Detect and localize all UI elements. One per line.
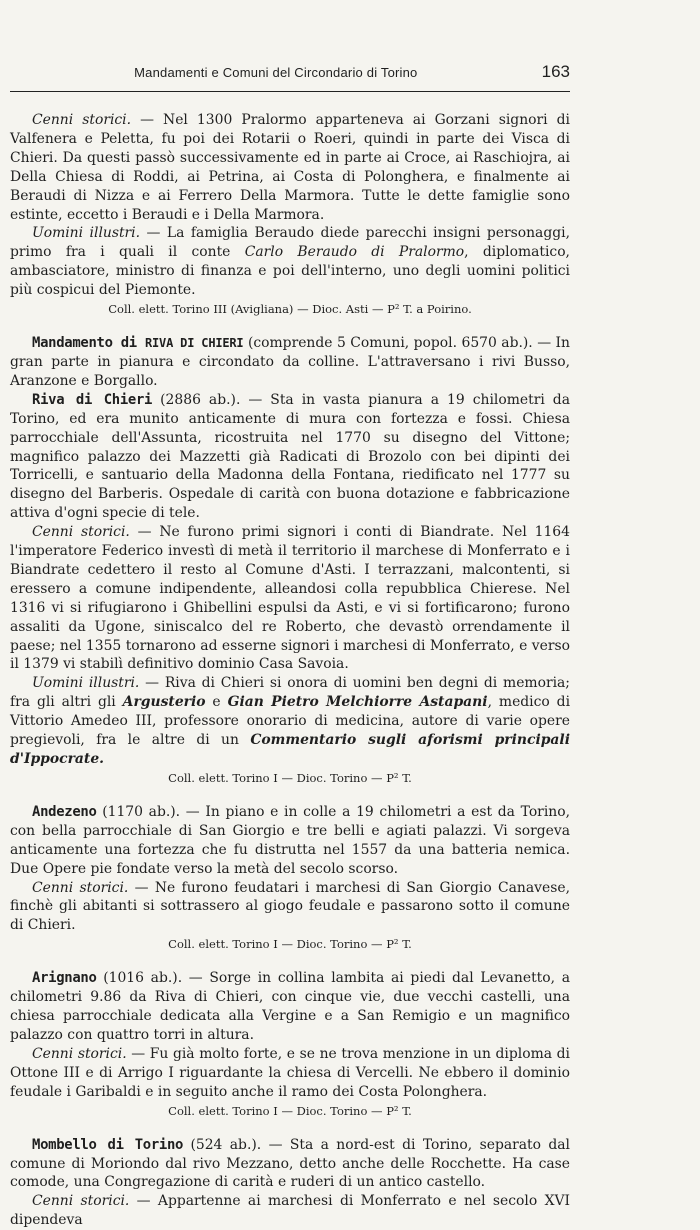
paragraph-text: (1016 ab.). — Sorge in collina lambita ai piedi dal Levanetto, a chilometri 9.86 da Riva di Chieri, con cinque vie, due vecchi castelli, una chiesa parrocchiale dedicata alla Vergine e a San Remigio e un magnifico palazzo con quattro torri in altura. — [10, 970, 570, 1043]
riva-notables — [10, 674, 570, 769]
paragraph-pralormo-history — [10, 111, 570, 224]
paragraph-text: , diplomatico, ambasciatore, ministro di finanza e poi dell'interno, uno degli uomini politici più cospicui del Piemonte. — [10, 244, 570, 299]
mombello-history — [10, 1192, 570, 1230]
section-label: Uomini illustri. — [32, 225, 141, 242]
commune-name: Andezeno — [32, 803, 97, 820]
person-name: Carlo Beraudo di Pralormo — [244, 244, 465, 261]
section-label: Uomini illustri. — [32, 675, 140, 692]
section-label: Cenni storici. — [32, 879, 129, 896]
entry-arignano — [10, 969, 570, 1045]
entry-riva-di-chieri — [10, 391, 570, 523]
commune-name: Mombello di Torino — [32, 1136, 184, 1153]
paragraph-text: — Riva di Chieri si onora di uomini ben degni di memoria; fra gli altri gli — [10, 675, 570, 711]
section-label: Cenni storici. — [32, 112, 132, 128]
electoral-note: Coll. elett. Torino III (Avigliana) — Dioc. Asti — P² T. a Poirino. — [108, 302, 472, 317]
entry-andezeno — [10, 803, 570, 879]
electoral-note: Coll. elett. Torino I — Dioc. Torino — P² T. — [168, 1103, 412, 1118]
page-body — [10, 111, 570, 1230]
paragraph-text: — La famiglia Beraudo diede parecchi insigni personaggi, primo fra i quali il conte — [10, 225, 570, 261]
header-rule — [10, 91, 570, 92]
person-name: Argusterio — [122, 694, 206, 711]
paragraph-text: e — [205, 694, 228, 711]
paragraph-text: — Fu già molto forte, e se ne trova menzione in un diploma di Ottone III e di Arrigo I riguardante la chiesa di Vercelli. Ne ebbero il dominio feudale i Garibaldi e in seguito anche il ramo dei Costa Polonghera. — [10, 1045, 570, 1100]
mandamento-entry — [10, 334, 570, 391]
electoral-note: Coll. elett. Torino I — Dioc. Torino — P² T. — [168, 770, 412, 785]
page-number: 163 — [541, 62, 570, 81]
paragraph-text: (comprende 5 Comuni, popol. 6570 ab.). — In gran parte in pianura e circondato da colline. L'attraversano i rivi Busso, Aranzone e Borgallo. — [10, 335, 570, 389]
riva-history — [10, 523, 570, 674]
mandamento-name: RIVA DI CHIERI — [145, 336, 244, 351]
paragraph-text: (1170 ab.). — In piano e in colle a 19 chilometri a est da Torino, con bella parrocchiale di San Giorgio e tre belli e agiati palazzi. Vi sorgeva anticamente una fortezza che fu distrutta nel 1557 da una batteria nemica. Due Opere pie fondate verso la metà del secolo scorso. — [10, 803, 570, 877]
paragraph-text: — Ne furono primi signori i conti di Biandrate. Nel 1164 l'imperatore Federico investì di metà il territorio il marchese di Monferrato e i Biandrate cedettero il resto al Comune d'Asti. I terrazzani, malcontenti, si eressero a comune indipendente, alleandosi colla repubblica Chierese. Nel 1316 vi si rifugiarono i Ghibellini espulsi da Asti, e vi si fortificarono; furono assaliti da Ugone, siniscalco del re Roberto, che devastò orrendamente il paese; nel 1355 tornarono ad esserne signori i marchesi di Monferrato, e verso il 1379 vi stabilì definitivo dominio Casa Savoia. — [10, 524, 570, 673]
paragraph-text: — Nel 1300 Pralormo apparteneva ai Gorzani signori di Valfenera e Peletta, fu poi dei Rotarii o Roeri, quindi in parte dei Visca di Chieri. Da questi passò successivamente ed in parte ai Croce, ai Raschiojra, ai Della Chiesa di Roddi, ai Petrina, ai Costa di Polonghera, e finalmente ai Beraudi di Nizza e ai Ferrero Della Marmora. Tutte le dette famiglie sono estinte, eccetto i Beraudi e i Della Marmora. — [10, 112, 570, 223]
arignano-history — [10, 1045, 570, 1102]
section-label: Cenni storici. — [32, 1193, 130, 1210]
work-title: Commentario sugli aforismi principali d'Ippocrate. — [10, 732, 570, 767]
section-label: Cenni storici. — [32, 524, 130, 541]
entry-mombello — [10, 1136, 570, 1193]
running-head: Mandamenti e Comuni del Circondario di Torino — [134, 65, 418, 80]
paragraph-text: — Appartenne ai marchesi di Monferrato e nel secolo XVI dipendeva — [10, 1193, 570, 1229]
paragraph-pralormo-notables — [10, 224, 570, 300]
paragraph-text: — Ne furono feudatari i marchesi di San Giorgio Canavese, finchè gli abitanti si sottrassero al giogo feudale e passarono sotto il comune di Chieri. — [10, 879, 570, 934]
commune-name: Arignano — [32, 970, 97, 987]
commune-name: Riva di Chieri — [32, 391, 153, 408]
mandamento-lead: Mandamento di — [32, 335, 145, 352]
paragraph-text: (2886 ab.). — Sta in vasta pianura a 19 chilometri da Torino, ed era munito anticamente di mura con fortezza e fossi. Chiesa parrocchiale dell'Assunta, ricostruita nel 1770 su disegno del Vittone; magnifico palazzo dei Mazzetti già Radicati di Brozolo con bei dipinti dei Torricelli, e santuario della Madonna della Fontana, riedificato nel 1777 su disegno del Barberis. Ospedale di carità con buona dotazione e fabbricazione attiva d'ogni specie di tele. — [10, 391, 570, 522]
paragraph-text: (524 ab.). — Sta a nord-est di Torino, separato dal comune di Moriondo dal rivo Mezzano, detto anche delle Rocchette. Ha case comode, una Congregazione di carità e ruderi di un antico castello. — [10, 1136, 570, 1191]
person-name: Gian Pietro Melchiorre Astapani — [227, 694, 488, 711]
page-header — [10, 62, 570, 82]
electoral-note: Coll. elett. Torino I — Dioc. Torino — P² T. — [168, 937, 412, 952]
paragraph-text: , medico di Vittorio Amedeo III, professore onorario di medicina, autore di varie opere pregievoli, fra le altre di un — [10, 694, 571, 749]
andezeno-history — [10, 879, 570, 936]
section-label: Cenni storici. — [32, 1045, 127, 1062]
